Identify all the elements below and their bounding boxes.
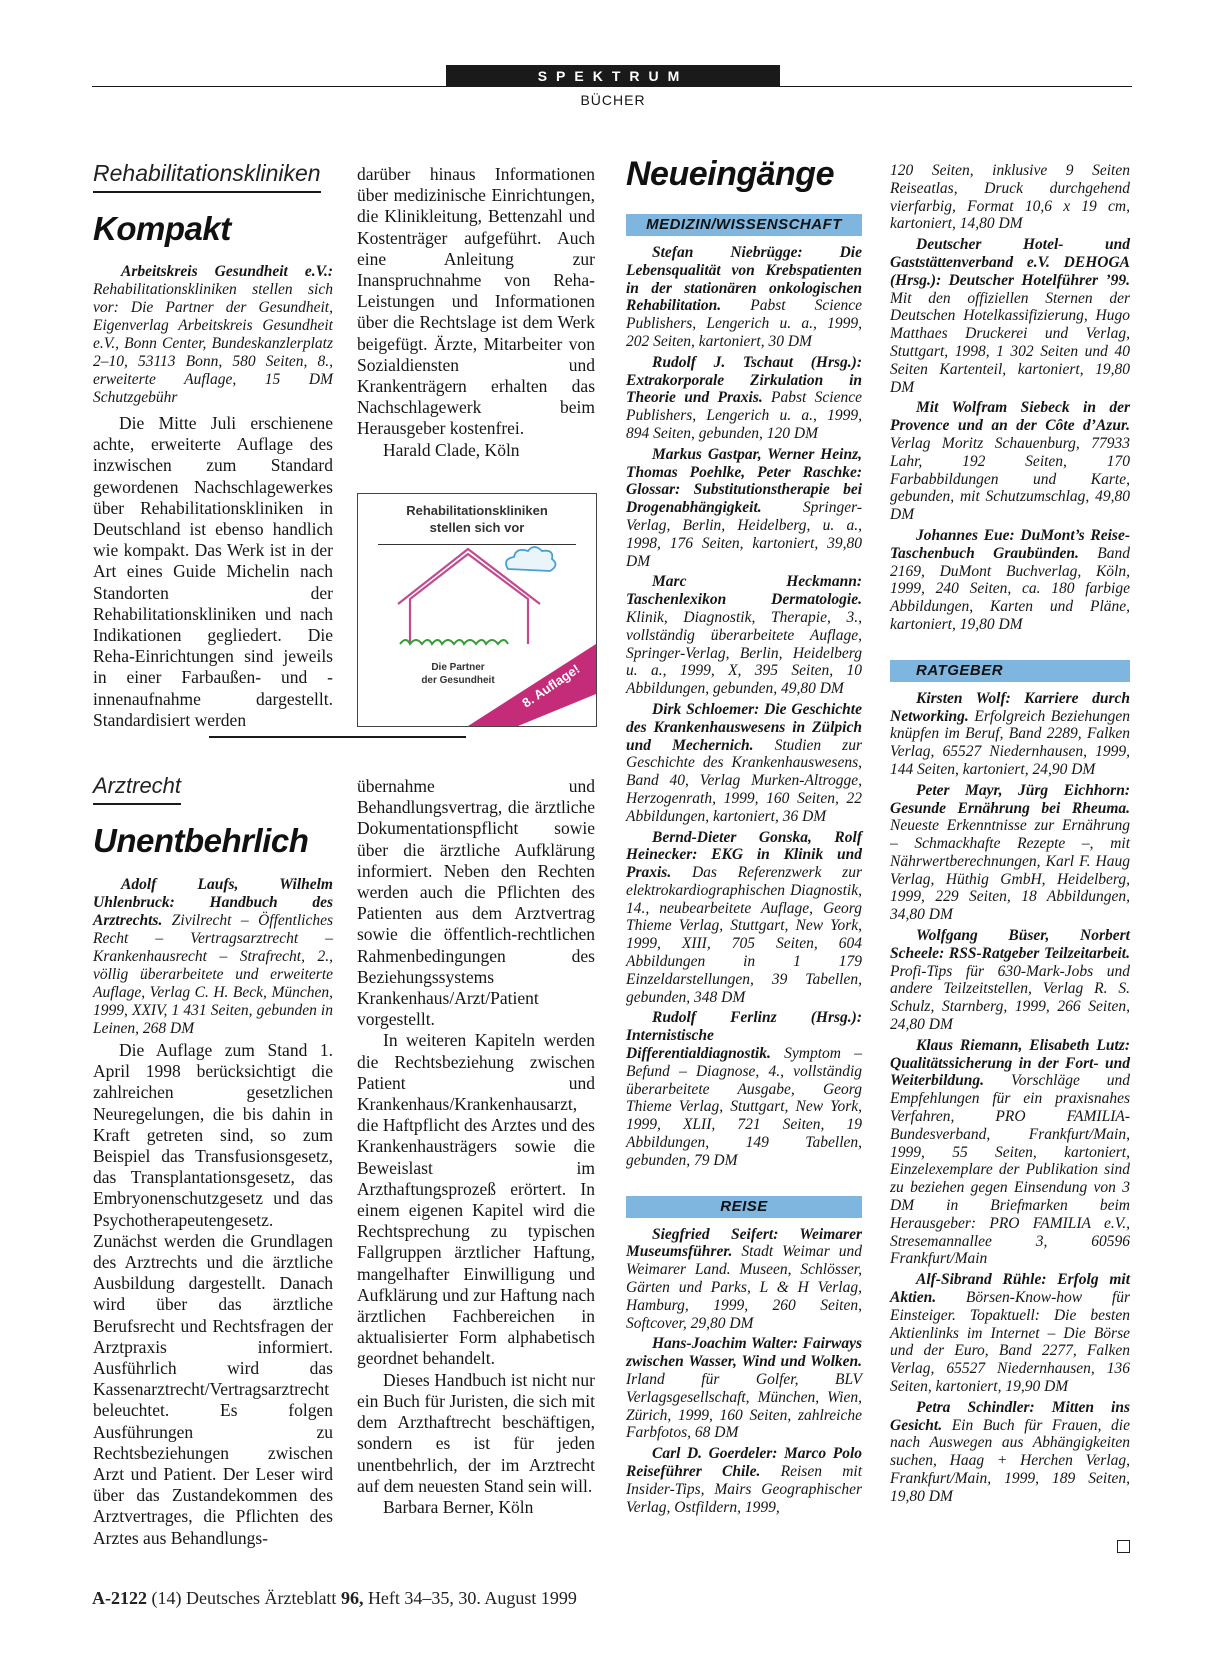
book-entry-title: Peter Mayr, Jürg Eichhorn: Gesunde Ernährung bei Rheuma. <box>890 781 1130 817</box>
book-entry <box>626 244 862 351</box>
article2-biblio-details: Zivilrecht – Öffentliches Recht – Vertragsarztrecht – Krankenhausrecht – Strafrecht, 2., völlig überarbeitete und erweiterte Auflage, Verlag C. H. Beck, München, 1999, XXIV, 1 431 Seiten, gebunden in Leinen, 268 DM <box>93 912 333 1037</box>
article2-biblio <box>93 876 333 1041</box>
book-entry-title: Deutscher Hotel- und Gaststättenverband e.V. DEHOGA (Hrsg.): Deutscher Hotelführer ’99. <box>890 236 1130 289</box>
reise-entry-list-cont <box>890 236 1130 634</box>
book-entry-title: Bernd-Dieter Gonska, Rolf Heinecker: EKG in Klinik und Praxis. <box>626 828 862 882</box>
subsection-header: BÜCHER <box>580 92 646 108</box>
book-entry-details: Börsen-Know-how für Einsteiger. Topaktuell: Die besten Aktienlinks im Internet – Die Börse und der Euro, Band 2277, Falken Verlag, 65527 Niedernhausen, 136 Seiten, kartoniert, 19,90 DM <box>890 1289 1130 1395</box>
book-entry <box>626 446 862 571</box>
book-entry <box>890 1271 1130 1396</box>
article1-paragraph: Die Mitte Juli erschienene achte, erweiterte Auflage des inzwischen zum Standard gewordenen Nachschlagewerkes über Rehabilitationskliniken in Deutschland ist ebenso handlich wie kompakt. Das Werk ist in der Art eines Guide Michelin nach Standorten der Rehabilitationskliniken und nach Indikationen gegliedert. Die Reha-Einrichtungen sind jeweils in einer Farbaußen- und -innenaufnahme dargestellt. Standardisiert werden <box>93 413 333 730</box>
book-entry <box>626 1335 862 1442</box>
book-entry-title: Kirsten Wolf: Karriere durch Networking. <box>890 689 1130 725</box>
article2-biblio-author: Adolf Laufs, Wilhelm Uhlenbruck: Handbuch des Arztrechts. <box>93 876 333 929</box>
neueingaenge-title: Neueingänge <box>626 155 834 193</box>
grass-line <box>400 640 508 644</box>
footer-journal: (14) Deutsches Ärzteblatt <box>151 1588 337 1608</box>
book-entry-title: Rudolf Ferlinz (Hrsg.): Internistische Differentialdiagnostik. <box>626 1009 862 1063</box>
book-entry-title: Alf-Sibrand Rühle: Erfolg mit Aktien. <box>890 1271 1130 1307</box>
section-header: SPEKTRUM <box>446 65 780 87</box>
section-bar-reise: REISE <box>626 1196 862 1218</box>
book-entry-details: Neueste Erkenntnisse zur Ernährung – Schmackhafte Rezepte –, mit Nährwertberechnungen, Karl F. Haug Verlag, Hüthig GmbH, Heidelberg, 1999, 229 Seiten, 18 Abbildungen, 34,80 DM <box>890 817 1130 924</box>
book-entry-title: Wolfgang Büser, Norbert Scheele: RSS-Ratgeber Teilzeitarbeit. <box>890 927 1130 962</box>
book-entry-details: Verlag Moritz Schauenburg, 77933 Lahr, 192 Seiten, 170 Farbabbildungen und Karte, gebunden, mit Schutzumschlag, 49,80 DM <box>890 434 1130 524</box>
neueingaenge-col3 <box>626 208 862 1519</box>
footer-issue: Heft 34–35, 30. August 1999 <box>367 1588 577 1608</box>
book-entry-title: Johannes Eue: DuMont’s Reise-Taschenbuch Graubünden. <box>890 526 1130 562</box>
article2-paragraph: Die Auflage zum Stand 1. April 1998 berücksichtigt die zahlreichen gesetzlichen Neuregelungen, die bis dahin in Kraft getreten sind, so zum Beispiel das Transfusionsgesetz, das Transplantationsgesetz, das Embryonenschutzgesetz und das Psychotherapeutengesetz. Zunächst werden die Grundlagen des Arztrechts und die ärztliche Ausbildung dargestellt. Danach wird über das ärztliche Berufsrecht und Rechtsfragen der Arztpraxis informiert. Ausführlich wird das Kassenarztrecht/Vertragsarztrecht beleuchtet. Es folgen Ausführungen zu Rechtsbeziehungen zwischen Arzt und Patient. Der Leser wird über das Zustandekommen des Arztvertrages, die Pflichten des Arztes aus Behandlungs- <box>93 1040 333 1548</box>
book-entry <box>626 573 862 698</box>
book-entry-details: Pabst Science Publishers, Lengerich u. a., 1999, 894 Seiten, gebunden, 120 DM <box>626 389 862 442</box>
book-entry-details: Das Referenzwerk zur elektrokardiographischen Diagnostik, 14., neubearbeitete Auflage, Georg Thieme Verlag, Stuttgart, New York, 1999, XIII, 705 Seiten, 604 Abbildungen in 1 179 Einzeldarstellungen, 39 Tabellen, gebunden, 348 DM <box>626 864 862 1006</box>
article2-author: Barbara Berner, Köln <box>383 1496 534 1517</box>
book-entry-details: Studien zur Geschichte des Krankenhauswesens, Band 40, Verlag Murken-Altrogge, Herzogenrath, 1999, 160 Seiten, 22 Abbildungen, kartoniert, 36 DM <box>626 736 862 825</box>
book-entry <box>890 782 1130 924</box>
book-entry-details: Reisen mit Insider-Tips, Mairs Geographischer Verlag, Ostfildern, 1999, <box>626 1463 863 1516</box>
end-mark-square <box>1117 1540 1130 1553</box>
book-cover-subtitle-line1: Die Partner <box>431 662 485 673</box>
entry-continuation: 120 Seiten, inklusive 9 Seiten Reiseatlas, Druck durchgehend vierfarbig, Format 10,6 x 19 cm, kartoniert, 14,80 DM <box>890 162 1130 233</box>
book-entry-title: Carl D. Goerdeler: Marco Polo Reiseführer Chile. <box>626 1445 862 1480</box>
book-cover-title-line2: stellen sich vor <box>429 520 525 535</box>
article1-body-col2 <box>357 164 595 461</box>
badge-text: 8. Auflage! <box>519 661 583 711</box>
article1-body-col1 <box>93 413 333 731</box>
ratgeber-entry-list <box>890 690 1130 1506</box>
page-number: A-2122 <box>92 1588 147 1608</box>
article1-biblio-author: Arbeitskreis Gesundheit e.V.: <box>121 263 333 280</box>
book-entry <box>626 354 862 443</box>
book-cover-subtitle-line2: der Gesundheit <box>421 675 495 686</box>
house-drawing <box>358 494 596 726</box>
article2-paragraph: Dieses Handbuch ist nicht nur ein Buch für Juristen, die sich mit dem Arzthaftrecht beschäftigen, sondern es ist für jeden unentbehrlich, der im Arztrecht auf dem neuesten Stand sein will. <box>357 1369 595 1496</box>
cloud-shape <box>506 547 556 571</box>
book-cover-image <box>357 493 597 727</box>
book-entry <box>890 690 1130 779</box>
book-entry <box>626 1009 862 1169</box>
article2-kicker: Arztrecht <box>93 773 181 805</box>
book-entry <box>890 527 1130 634</box>
book-entry-details: Vorschläge und Empfehlungen für ein praxisnahes Verfahren, PRO FAMILIA-Bundesverband, Frankfurt/Main, 1999, 55 Seiten, kartoniert, Einzelexemplare der Publikation sind zu beziehen gegen Einsendung von 3 DM in Briefmarken beim Herausgeber: PRO FAMILIA e.V., Stresemannallee 3, 60596 Frankfurt/Main <box>890 1072 1130 1268</box>
reise-entry-list <box>626 1226 862 1517</box>
book-entry-details: Ein Buch für Frauen, die nach Auswegen aus Abhängigkeiten suchen, Haag + Herchen Verlag, Frankfurt/Main, 1999, 189 Seiten, 19,80 DM <box>890 1416 1130 1505</box>
book-entry-title: Dirk Schloemer: Die Geschichte des Krankenhauswesens in Zülpich und Mechernich. <box>626 700 862 754</box>
medizin-entry-list <box>626 244 862 1170</box>
book-entry-title: Hans-Joachim Walter: Fairways zwischen Wasser, Wind und Wolken. <box>626 1335 862 1371</box>
article1-biblio <box>93 263 333 410</box>
book-entry <box>626 1445 862 1516</box>
article-divider <box>209 736 466 738</box>
book-entry <box>890 236 1130 396</box>
book-entry <box>890 399 1130 524</box>
article1-biblio-details: Rehabilitationskliniken stellen sich vor: Die Partner der Gesundheit, Eigenverlag Arbeitskreis Gesundheit e.V., Bonn Center, Bundeskanzlerplatz 2–10, 53113 Bonn, 580 Seiten, 8., erweiterte Auflage, 15 DM Schutzgebühr <box>93 281 333 406</box>
section-bar-medizin: MEDIZIN/WISSENSCHAFT <box>626 214 862 236</box>
article2-headline: Unentbehrlich <box>93 822 309 859</box>
book-entry-details: Profi-Tips für 630-Mark-Jobs und andere Teilzeitstellen, Verlag R. S. Schulz, Starnberg, 1999, 266 Seiten, 24,80 DM <box>890 962 1130 1034</box>
section-bar-ratgeber: RATGEBER <box>890 660 1130 682</box>
book-entry <box>626 701 862 826</box>
neueingaenge-col4 <box>890 162 1130 1509</box>
article2-paragraph-cont: übernahme und Behandlungsvertrag, die ärztliche Dokumentationspflicht sowie über die ärztliche Aufklärung informiert. Neben den Rechten werden auch die Pflichten des Patienten aus dem Arztvertrag sowie die öffentlich-rechtlichen Rahmenbedingungen des Beziehungssystems Krankenhaus/Arzt/Patient vorgestellt. <box>357 776 595 1030</box>
book-entry-details: Klinik, Diagnostik, Therapie, 3., vollständig überarbeitete Auflage, Springer-Verlag, Berlin, Heidelberg u. a., 1999, X, 395 Seiten, 10 Abbildungen, gebunden, 49,80 DM <box>626 608 862 698</box>
book-entry-details: Band 2169, DuMont Buchverlag, Köln, 1999, 240 Seiten, ca. 180 farbige Abbildungen, Karten und Pläne, kartoniert, 19,80 DM <box>890 544 1130 633</box>
book-entry-title: Petra Schindler: Mitten ins Gesicht. <box>890 1398 1130 1434</box>
article1-kicker: Rehabilitationskliniken <box>93 160 321 193</box>
footer-volume: 96, <box>340 1588 364 1608</box>
article1-headline: Kompakt <box>93 210 231 247</box>
article1-author: Harald Clade, Köln <box>383 439 520 460</box>
article2-body-col2 <box>357 776 595 1518</box>
page-footer <box>92 1588 577 1609</box>
book-entry-details: Symptom – Befund – Diagnose, 4., vollständig überarbeitete Ausgabe, Georg Thieme Verlag, Stuttgart, New York, 1999, XLII, 721 Seiten, 19 Abbildungen, 149 Tabellen, gebunden, 79 DM <box>626 1045 862 1169</box>
book-entry-details: Springer-Verlag, Berlin, Heidelberg, u. a., 1998, 176 Seiten, kartoniert, 39,80 DM <box>626 499 862 570</box>
book-entry-title: Mit Wolfram Siebeck in der Provence und an der Côte d’Azur. <box>890 399 1130 435</box>
book-entry <box>626 1226 862 1333</box>
book-entry <box>626 829 862 1007</box>
book-entry-details: Mit den offiziellen Sternen der Deutschen Hotelkassifizierung, Hugo Matthaes Druckerei und Verlag, Stuttgart, 1998, 1 302 Seiten und 40 Seiten Kartenteil, kartoniert, 19,80 DM <box>890 289 1130 396</box>
book-entry-title: Siegfried Seifert: Weimarer Museumsführer. <box>626 1225 862 1261</box>
book-entry-details: Pabst Science Publishers, Lengerich u. a., 1999, 202 Seiten, kartoniert, 30 DM <box>626 297 862 350</box>
book-entry-details: Irland für Golfer, BLV Verlagsgesellschaft, München, Wien, Zürich, 1999, 160 Seiten, zahlreiche Farbfotos, 68 DM <box>626 1371 862 1442</box>
book-entry-title: Markus Gastpar, Werner Heinz, Thomas Poehlke, Peter Raschke: Glossar: Substitutionstherapie bei Drogenabhängigkeit. <box>626 445 862 517</box>
book-entry <box>890 1399 1130 1506</box>
book-entry <box>890 927 1130 1034</box>
article2-body-col1 <box>93 1040 333 1549</box>
article2-paragraph: In weiteren Kapiteln werden die Rechtsbeziehung zwischen Patient und Krankenhaus/Krankenhausarzt, die Haftpflicht des Arztes und des Krankenhausträgers sowie die Beweislast im Arzthaftungsprozeß erörtert. In einem eigenen Kapitel wird die Rechtsprechung zu typischen Fallgruppen ärztlicher Haftung, mangelhafter Einwilligung und Aufklärung und zur Haftung nach ärztlichen Fachbereichen in aktualisierter Form alphabetisch geordnet behandelt. <box>357 1030 595 1369</box>
book-entry-title: Rudolf J. Tschaut (Hrsg.): Extrakorporale Zirkulation in Theorie und Praxis. <box>626 353 862 407</box>
book-entry-title: Stefan Niebrügge: Die Lebensqualität von Krebspatienten in der stationären onkologischen Rehabilitation. <box>626 244 862 315</box>
book-entry-details: Stadt Weimar und Weimarer Land. Museen, Schlösser, Gärten und Parks, L & H Verlag, Hamburg, 1999, 260 Seiten, Softcover, 29,80 DM <box>626 1243 862 1332</box>
book-entry-title: Klaus Riemann, Elisabeth Lutz: Qualitätssicherung in der Fort- und Weiterbildung. <box>890 1036 1130 1090</box>
book-entry-title: Marc Heckmann: Taschenlexikon Dermatologie. <box>626 573 862 609</box>
book-entry-details: Erfolgreich Beziehungen knüpfen im Beruf, Band 2289, Falken Verlag, 65527 Niedernhausen, 1999, 144 Seiten, kartoniert, 24,90 DM <box>890 707 1130 778</box>
article1-paragraph-cont: darüber hinaus Informationen über medizinische Einrichtungen, die Klinikleitung, Bettenzahl und Kostenträger aufgeführt. Auch eine Anleitung zur Inanspruchnahme von Reha-Leistungen und Informationen über die Rechtslage ist dem Werk beigefügt. Ärzte, Mitarbeiter von Sozialdiensten und Krankenträgern erhalten das Nachschlagewerk beim Herausgeber kostenfrei. <box>357 164 595 439</box>
book-cover-subtitle <box>398 661 518 687</box>
book-entry <box>890 1037 1130 1268</box>
book-cover-title-line1: Rehabilitationskliniken <box>406 503 548 518</box>
